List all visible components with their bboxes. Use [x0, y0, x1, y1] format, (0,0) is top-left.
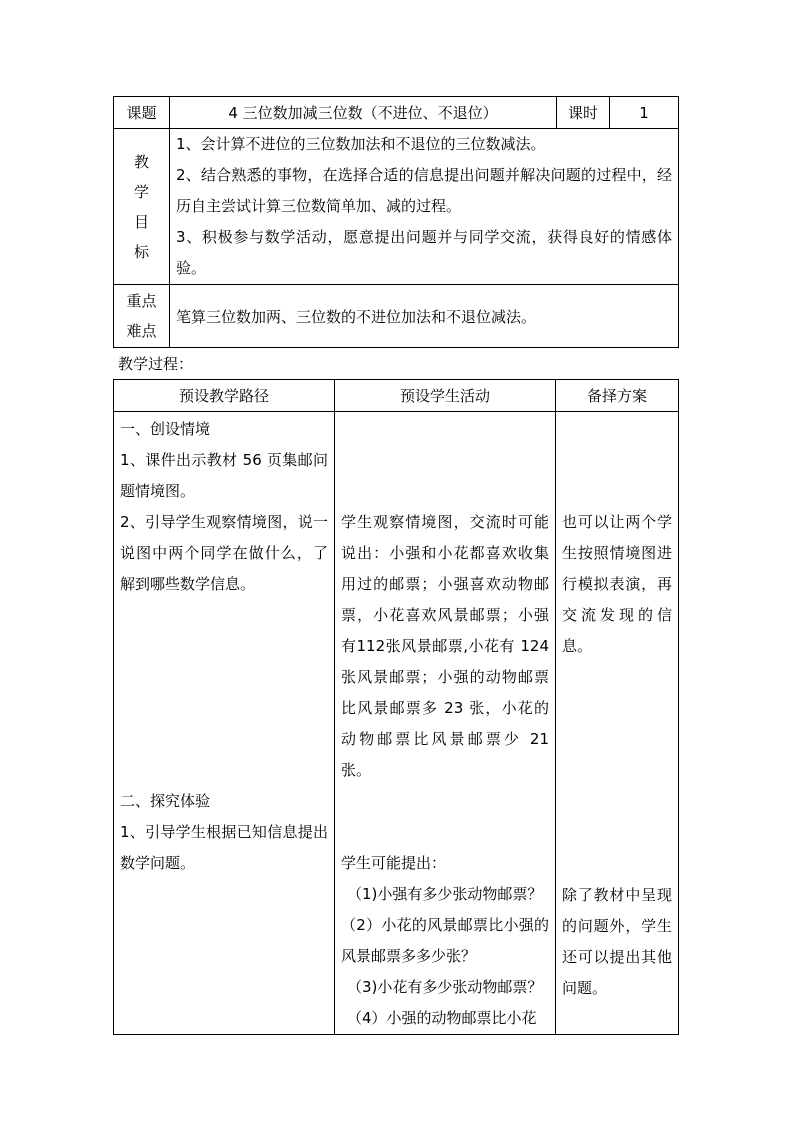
teaching-path-cell [114, 412, 335, 1035]
activity-question: （2）小花的风景邮票比小强的风景邮票多多少张？ [341, 916, 549, 965]
alternative-text: 也可以让两个学生按照情境图进行模拟表演，再交流发现的信息。 [562, 513, 672, 655]
alternative-text: 除了教材中呈现的问题外，学生还可以提出其他问题。 [562, 886, 672, 997]
column-header: 预设教学路径 [114, 380, 335, 412]
activity-question: （4）小强的动物邮票比小花 [347, 1009, 537, 1027]
key-points-label: 重点 难点 [114, 285, 170, 348]
step-item: 2、引导学生观察情境图，说一说图中两个同学在做什么，了解到哪些数学信息。 [120, 513, 328, 593]
teaching-goals [170, 129, 679, 285]
goal-item: 3、积极参与数学活动，愿意提出问题并与同学交流，获得良好的情感体验。 [176, 228, 672, 277]
section-heading: 二、探究体验 [120, 792, 211, 810]
goals-label: 教 学 目 标 [114, 129, 170, 285]
step-item: 1、课件出示教材 56 页集邮问题情境图。 [120, 451, 328, 500]
lesson-topic: 4 三位数加减三位数（不进位、不退位） [170, 97, 557, 129]
topic-label: 课题 [114, 97, 170, 129]
activity-text: 学生观察情境图，交流时可能说出：小强和小花都喜欢收集用过的邮票；小强喜欢动物邮票，小花喜欢风景邮票；小强有112张风景邮票,小花有 124 张风景邮票；小强的动物邮票比风景邮票多 23 张，小花的动物邮票比风景邮票少 21 张。 [341, 513, 549, 779]
teaching-process-table [113, 379, 679, 1035]
alternative-plan-cell [556, 412, 679, 1035]
period-value: 1 [610, 97, 679, 129]
period-label: 课时 [557, 97, 610, 129]
lesson-info-table [113, 96, 679, 348]
student-activity-cell [335, 412, 556, 1035]
activity-question: （1)小强有多少张动物邮票？ [347, 885, 543, 903]
goal-item: 1、会计算不进位的三位数加法和不退位的三位数减法。 [176, 135, 546, 153]
process-caption: 教学过程： [118, 355, 194, 373]
goal-item: 2、结合熟悉的事物，在选择合适的信息提出问题并解决问题的过程中，经历自主尝试计算三位数简单加、减的过程。 [176, 166, 672, 215]
key-points: 笔算三位数加两、三位数的不进位加法和不退位减法。 [170, 285, 679, 348]
step-item: 1、引导学生根据已知信息提出数学问题。 [120, 823, 328, 872]
activity-question: （3)小花有多少张动物邮票？ [347, 978, 543, 996]
section-heading: 一、创设情境 [120, 420, 211, 438]
column-header: 备择方案 [556, 380, 679, 412]
column-header: 预设学生活动 [335, 380, 556, 412]
activity-text: 学生可能提出： [341, 854, 447, 872]
